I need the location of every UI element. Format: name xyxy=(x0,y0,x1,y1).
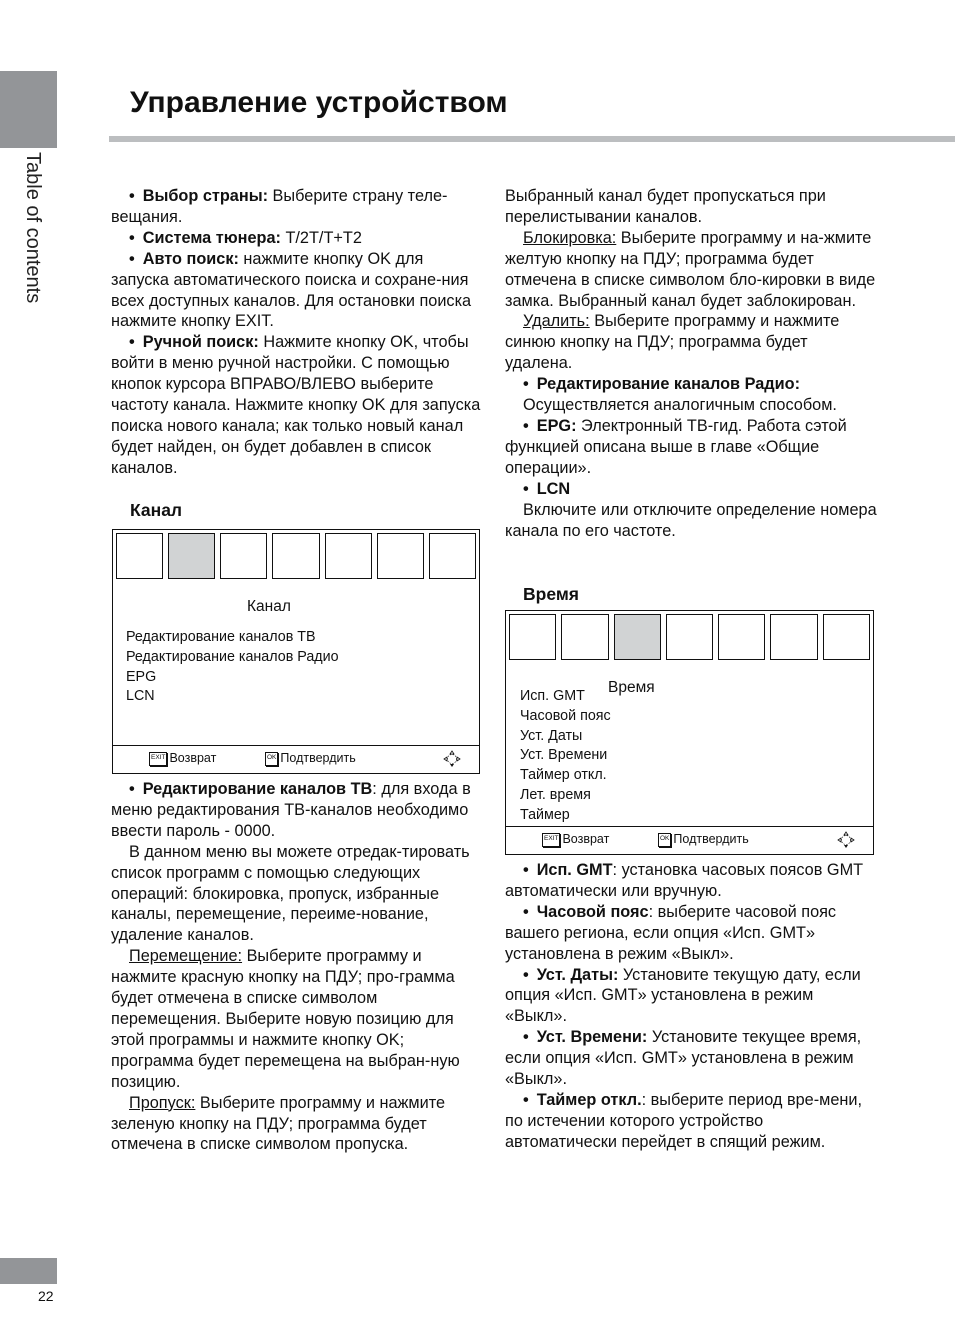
paragraph-edit-radio-desc: Осуществляется аналогичным способом. xyxy=(523,396,837,415)
paragraph-sleep-timer: • Таймер откл.: выберите период вре-мени, по истечении которого устройство автоматически перейдет в спящий режим. xyxy=(505,1090,877,1153)
paragraph-delete: Удалить: Выберите программу и нажмите синюю кнопку на ПДУ; программа будет удалена. xyxy=(505,312,840,373)
right-column-intro xyxy=(505,186,877,541)
ok-key-icon: OK xyxy=(658,833,671,847)
paragraph-epg: • EPG: Электронный ТВ-гид. Работа сэтой функцией описана выше в главе «Общие операции». xyxy=(505,416,877,479)
page-title: Управление устройством xyxy=(130,86,508,119)
dpad-icon xyxy=(837,831,855,849)
paragraph-lcn: • LCN xyxy=(505,479,877,500)
paragraph-move: Перемещение: Выберите программу и нажмите красную кнопку на ПДУ; про-грамма будет отмечена в списке символом перемещения. Выберите новую позицию для этой программы и нажмите кнопку OK; программа будет перемещена на выбран-ную позицию. xyxy=(111,947,460,1091)
back-button[interactable]: EXIT Возврат xyxy=(151,751,217,765)
dpad-icon xyxy=(443,750,461,768)
osd-menu-list xyxy=(126,628,339,707)
confirm-button[interactable]: OK Подтвердить xyxy=(267,751,356,765)
osd-title: Канал xyxy=(247,598,291,615)
osd-tile-1[interactable] xyxy=(116,533,163,579)
back-button[interactable]: EXIT Возврат xyxy=(544,832,610,846)
page-number: 22 xyxy=(38,1288,54,1304)
osd-menu-item[interactable]: Таймер xyxy=(520,806,570,823)
osd-footer xyxy=(113,745,479,773)
side-tab[interactable] xyxy=(14,152,44,352)
paragraph-lcn-desc: Включите или отключите определение номера канала по его частоте. xyxy=(505,500,877,540)
osd-tile-1[interactable] xyxy=(509,614,556,660)
paragraph-gmt: • Исп. GMT: установка часовых поясов GMT автоматически или вручную. xyxy=(505,860,877,902)
paragraph-auto-search: • Авто поиск: нажмите кнопку OK для запуска автоматического поиска и сохране-ния всех доступных каналов. Для остановки поиска нажмите кнопку EXIT. xyxy=(111,249,483,333)
side-tab-marker-top xyxy=(0,71,57,148)
osd-tile-5[interactable] xyxy=(325,533,372,579)
paragraph-skip-cont: Выбранный канал будет пропускаться при перелистывании каналов. xyxy=(505,187,826,226)
paragraph-timezone: • Часовой пояс: выберите часовой пояс вашего региона, если опция «Исп. GMT» установлена в режим «Выкл». xyxy=(505,902,877,965)
title-divider xyxy=(109,136,955,142)
osd-tile-2-channel-active[interactable] xyxy=(168,533,215,579)
left-column-intro xyxy=(111,186,483,479)
osd-menu-item[interactable]: Уст. Даты xyxy=(520,727,583,744)
osd-tile-6[interactable] xyxy=(377,533,424,579)
osd-menu-item[interactable]: EPG xyxy=(126,668,157,685)
left-column-body xyxy=(111,779,483,1155)
osd-tile-4[interactable] xyxy=(666,614,713,660)
side-tab-label[interactable]: Table of contents xyxy=(22,152,44,304)
side-tab-marker-bottom xyxy=(0,1258,57,1284)
ok-key-icon: OK xyxy=(265,752,278,766)
paragraph-edit-radio: • Редактирование каналов Радио: xyxy=(505,374,877,395)
paragraph-manual-search: • Ручной поиск: Нажмите кнопку OK, чтобы войти в меню ручной настройки. С помощью кнопок курсора ВПРАВО/ВЛЕВО выберите частоту канала. Нажмите кнопку OK для запуска поиска нового канала; как только новый канал будет найден, он будет добавлен в список каналов. xyxy=(111,332,483,478)
paragraph-country: • Выбор страны: Выберите страну теле-вещания. xyxy=(111,186,483,228)
osd-menu-item[interactable]: Уст. Времени xyxy=(520,747,608,764)
exit-key-icon: EXIT xyxy=(149,752,167,766)
osd-tile-5[interactable] xyxy=(718,614,765,660)
osd-tile-7[interactable] xyxy=(429,533,476,579)
paragraph-tuner: • Система тюнера: T/2T/T+T2 xyxy=(111,228,483,249)
osd-footer xyxy=(506,826,873,854)
osd-tile-4[interactable] xyxy=(272,533,319,579)
osd-tile-7[interactable] xyxy=(823,614,870,660)
paragraph-edit-tv: • Редактирование каналов ТВ: для входа в меню редактирования ТВ-каналов необходимо ввести пароль - 0000. xyxy=(111,779,483,842)
osd-tile-2[interactable] xyxy=(561,614,608,660)
osd-menu-item[interactable]: Лет. время xyxy=(520,786,591,803)
right-column-body xyxy=(505,860,877,1153)
confirm-button[interactable]: OK Подтвердить xyxy=(660,832,749,846)
exit-key-icon: EXIT xyxy=(542,833,560,847)
osd-menu-item[interactable]: Редактирование каналов ТВ xyxy=(126,629,316,645)
osd-menu-item[interactable]: LCN xyxy=(126,688,155,705)
paragraph-lock: Блокировка: Выберите программу и на-жмите желтую кнопку на ПДУ; программа будет отмечена в списке символом бло-кировки в виде замка. Выбранный канал будет заблокирован. xyxy=(505,228,876,310)
paragraph-edit-ops: В данном меню вы можете отредак-тировать список программ с помощью следующих операций: блокировка, пропуск, избранные каналы, перемещение, переиме-нование, удаление каналов. xyxy=(111,842,470,945)
paragraph-set-date: • Уст. Даты: Установите текущую дату, если опция «Исп. GMT» установлена в режим «Выкл». xyxy=(505,965,877,1028)
osd-time-menu xyxy=(505,610,874,855)
osd-tile-bar xyxy=(116,533,476,579)
osd-menu-item[interactable]: Часовой пояс xyxy=(520,707,611,724)
paragraph-set-time: • Уст. Времени: Установите текущее время, если опция «Исп. GMT» установлена в режим «Выкл». xyxy=(505,1027,877,1090)
osd-tile-bar xyxy=(509,614,870,660)
osd-menu-list xyxy=(520,687,611,826)
osd-tile-6[interactable] xyxy=(770,614,817,660)
section-title-time: Время xyxy=(523,584,579,604)
osd-tile-3-time-active[interactable] xyxy=(614,614,661,660)
osd-title: Время xyxy=(608,679,655,696)
osd-menu-item[interactable]: Таймер откл. xyxy=(520,767,607,784)
paragraph-skip: Пропуск: Выберите программу и нажмите зеленую кнопку на ПДУ; программа будет отмечена в списке символом пропуска. xyxy=(111,1093,446,1154)
osd-channel-menu xyxy=(112,529,480,774)
section-title-channel: Канал xyxy=(130,500,183,520)
osd-menu-item[interactable]: Исп. GMT xyxy=(520,688,585,704)
osd-menu-item[interactable]: Редактирование каналов Радио xyxy=(126,648,339,665)
osd-tile-3[interactable] xyxy=(220,533,267,579)
